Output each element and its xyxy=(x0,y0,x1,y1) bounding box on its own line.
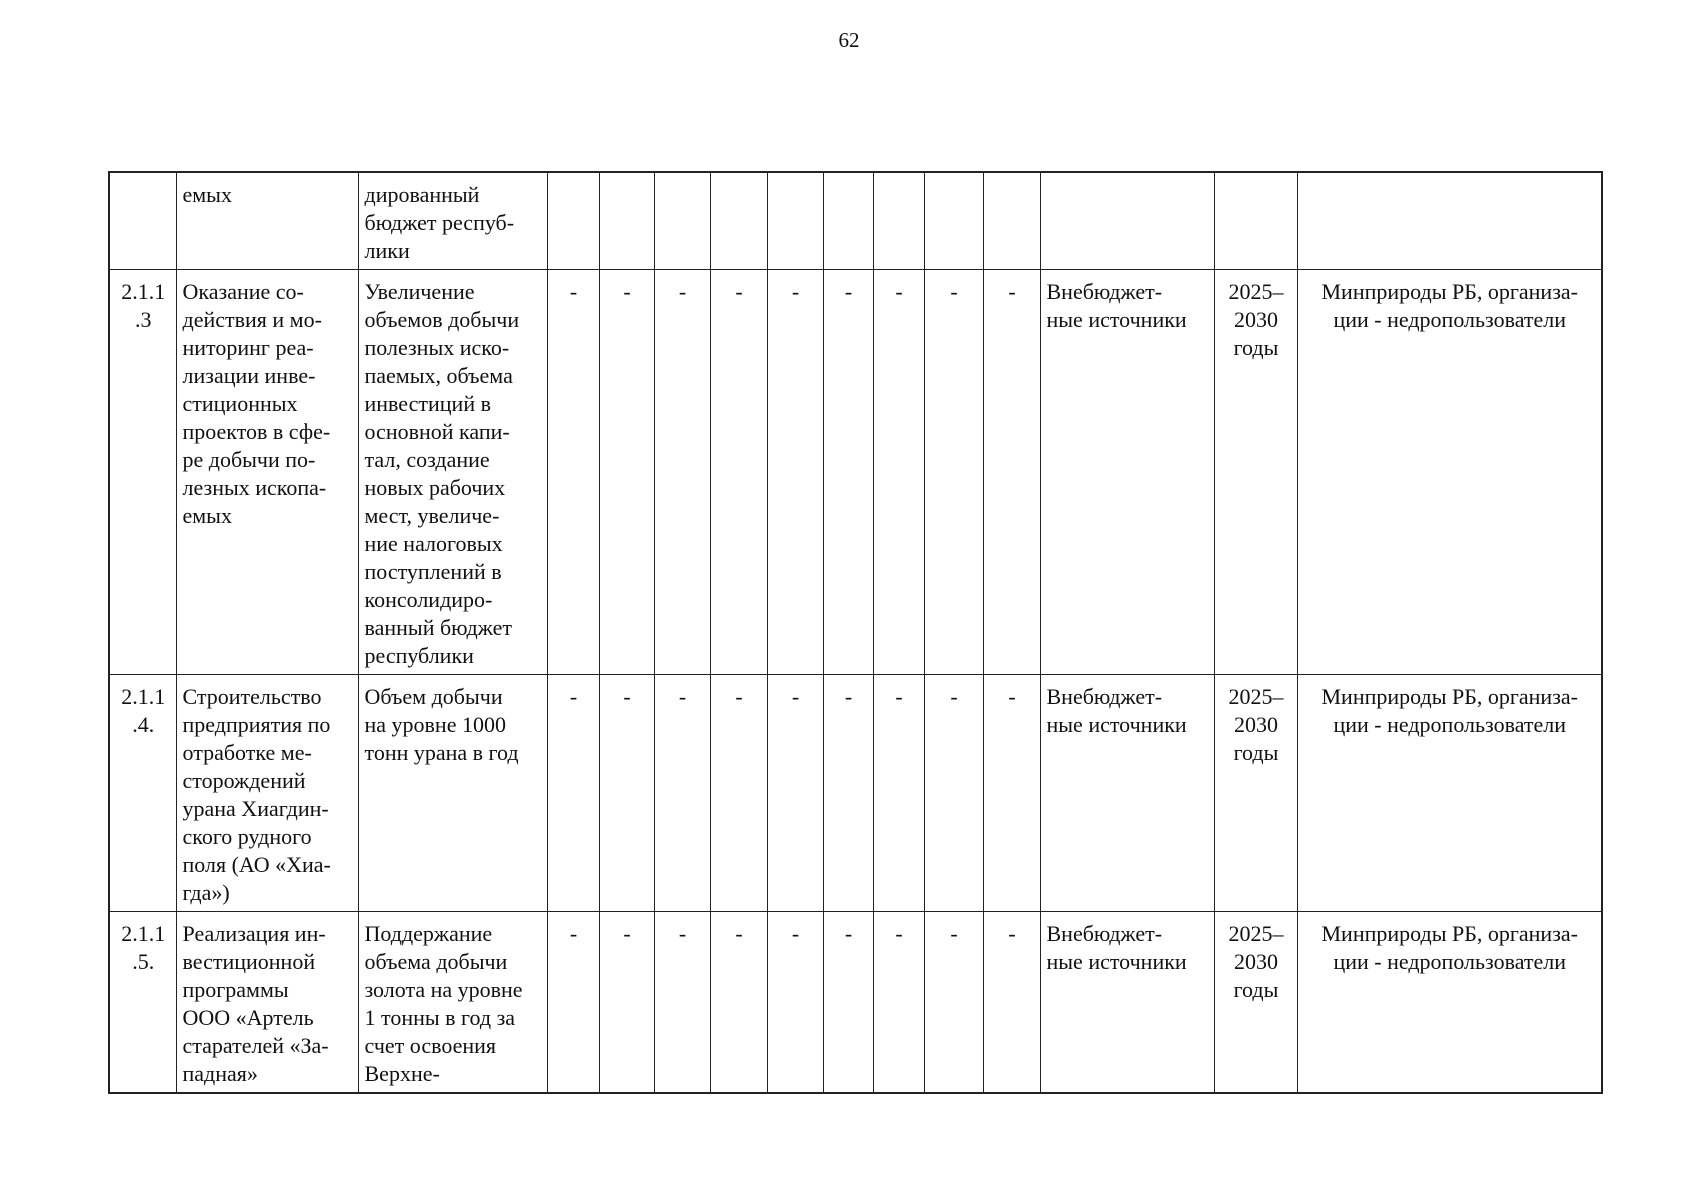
cell-value xyxy=(873,270,924,675)
cell-value-text: - xyxy=(791,279,800,304)
cell-value xyxy=(710,270,767,675)
cell-value xyxy=(654,172,710,270)
cell-value xyxy=(599,912,654,1094)
cell-value xyxy=(710,912,767,1094)
cell-value xyxy=(767,912,823,1094)
cell-value-text: - xyxy=(569,279,578,304)
cell-source-text: Внебюджет- ные источники xyxy=(1046,684,1187,737)
table-row xyxy=(109,912,1602,1094)
cell-result-text: Увеличение объемов добычи полезных иско- паемых, объема инвестиций в основной капи- тал, создание новых рабочих мест, увеличе- ние налоговых поступлений в консолидиро- ванный бюджет республики xyxy=(364,279,520,668)
cell-value xyxy=(654,270,710,675)
cell-value xyxy=(823,675,873,912)
cell-value xyxy=(823,270,873,675)
cell-value-text: - xyxy=(678,279,687,304)
cell-event-text: Строительство предприятия по отработке ме- сторождений урана Хиагдин- ского рудного поля (АО «Хиа- гда») xyxy=(182,684,331,905)
cell-value xyxy=(654,912,710,1094)
cell-event-text: Оказание со- действия и мо- ниторинг реа- лизации инве- стиционных проектов в сфе- ре добычи по- лезных ископа- емых xyxy=(182,279,331,528)
cell-value-text: - xyxy=(791,684,800,709)
cell-result xyxy=(358,675,547,912)
cell-value xyxy=(599,675,654,912)
cell-value-text: - xyxy=(844,684,853,709)
cell-number xyxy=(109,675,176,912)
cell-value xyxy=(873,675,924,912)
cell-value-text: - xyxy=(895,921,903,946)
cell-value xyxy=(547,912,599,1094)
cell-term-text: 2025– 2030 годы xyxy=(1228,684,1284,765)
cell-term-text: 2025– 2030 годы xyxy=(1228,279,1284,360)
cell-responsible xyxy=(1297,172,1602,270)
cell-number xyxy=(109,270,176,675)
cell-value-text: - xyxy=(950,921,958,946)
cell-number xyxy=(109,172,176,270)
cell-value xyxy=(710,675,767,912)
cell-value xyxy=(823,912,873,1094)
cell-term xyxy=(1214,270,1297,675)
cell-value xyxy=(924,675,983,912)
cell-source xyxy=(1040,172,1214,270)
cell-source xyxy=(1040,912,1214,1094)
cell-result-text: Объем добычи на уровне 1000 тонн урана в год xyxy=(364,684,519,765)
cell-value xyxy=(924,912,983,1094)
cell-value-text: - xyxy=(1008,684,1016,709)
cell-value xyxy=(983,912,1040,1094)
page-number: 62 xyxy=(838,28,860,52)
cell-value-text: - xyxy=(735,684,743,709)
cell-value xyxy=(873,912,924,1094)
cell-responsible xyxy=(1297,912,1602,1094)
cell-value-text: - xyxy=(844,279,853,304)
cell-result-text: Поддержание объема добычи золота на уровне 1 тонны в год за счет освоения Верхне- xyxy=(364,921,523,1086)
cell-value-text: - xyxy=(735,279,743,304)
cell-value-text: - xyxy=(569,921,578,946)
cell-responsible-text: Минприроды РБ, организа- ции - недропользователи xyxy=(1321,921,1578,974)
measures-table xyxy=(108,171,1603,1094)
cell-source xyxy=(1040,270,1214,675)
cell-value-text: - xyxy=(623,921,631,946)
cell-number xyxy=(109,912,176,1094)
cell-value-text: - xyxy=(1008,279,1016,304)
cell-value-text: - xyxy=(950,684,958,709)
cell-value-text: - xyxy=(1008,921,1016,946)
cell-number-text: 2.1.1 .5. xyxy=(121,921,166,974)
cell-responsible xyxy=(1297,675,1602,912)
cell-value-text: - xyxy=(895,684,903,709)
cell-value-text: - xyxy=(895,279,903,304)
cell-value xyxy=(547,172,599,270)
cell-term-text: 2025– 2030 годы xyxy=(1228,921,1284,1002)
cell-source-text: Внебюджет- ные источники xyxy=(1046,921,1187,974)
table-row xyxy=(109,172,1602,270)
cell-value xyxy=(767,675,823,912)
cell-result-text: дированный бюджет респуб- лики xyxy=(364,182,515,263)
cell-value-text: - xyxy=(678,921,687,946)
table-row xyxy=(109,675,1602,912)
cell-term xyxy=(1214,675,1297,912)
cell-responsible-text: Минприроды РБ, организа- ции - недропользователи xyxy=(1321,684,1578,737)
cell-responsible xyxy=(1297,270,1602,675)
cell-result xyxy=(358,172,547,270)
cell-event xyxy=(176,675,358,912)
cell-value xyxy=(654,675,710,912)
cell-value xyxy=(924,172,983,270)
cell-value xyxy=(599,172,654,270)
cell-value xyxy=(547,270,599,675)
cell-value-text: - xyxy=(623,684,631,709)
cell-value xyxy=(599,270,654,675)
cell-value-text: - xyxy=(950,279,958,304)
cell-value xyxy=(547,675,599,912)
cell-number-text: 2.1.1 .4. xyxy=(121,684,166,737)
cell-value-text: - xyxy=(569,684,578,709)
cell-value xyxy=(767,270,823,675)
cell-event xyxy=(176,172,358,270)
cell-value xyxy=(983,675,1040,912)
cell-result xyxy=(358,912,547,1094)
cell-event xyxy=(176,912,358,1094)
cell-value xyxy=(873,172,924,270)
cell-value-text: - xyxy=(735,921,743,946)
cell-value-text: - xyxy=(791,921,800,946)
cell-value xyxy=(710,172,767,270)
cell-value xyxy=(983,270,1040,675)
cell-term xyxy=(1214,912,1297,1094)
cell-value xyxy=(767,172,823,270)
cell-value-text: - xyxy=(844,921,853,946)
cell-number-text: 2.1.1 .3 xyxy=(121,279,166,332)
cell-value-text: - xyxy=(623,279,631,304)
cell-event xyxy=(176,270,358,675)
table-row xyxy=(109,270,1602,675)
cell-term xyxy=(1214,172,1297,270)
cell-source-text: Внебюджет- ные источники xyxy=(1046,279,1187,332)
cell-value xyxy=(823,172,873,270)
cell-value-text: - xyxy=(678,684,687,709)
cell-result xyxy=(358,270,547,675)
cell-source xyxy=(1040,675,1214,912)
cell-event-text: Реализация ин- вестиционной программы ООО «Артель старателей «За- падная» xyxy=(182,921,329,1086)
cell-event-text: емых xyxy=(182,182,232,207)
cell-value xyxy=(983,172,1040,270)
cell-responsible-text: Минприроды РБ, организа- ции - недропользователи xyxy=(1321,279,1578,332)
cell-value xyxy=(924,270,983,675)
